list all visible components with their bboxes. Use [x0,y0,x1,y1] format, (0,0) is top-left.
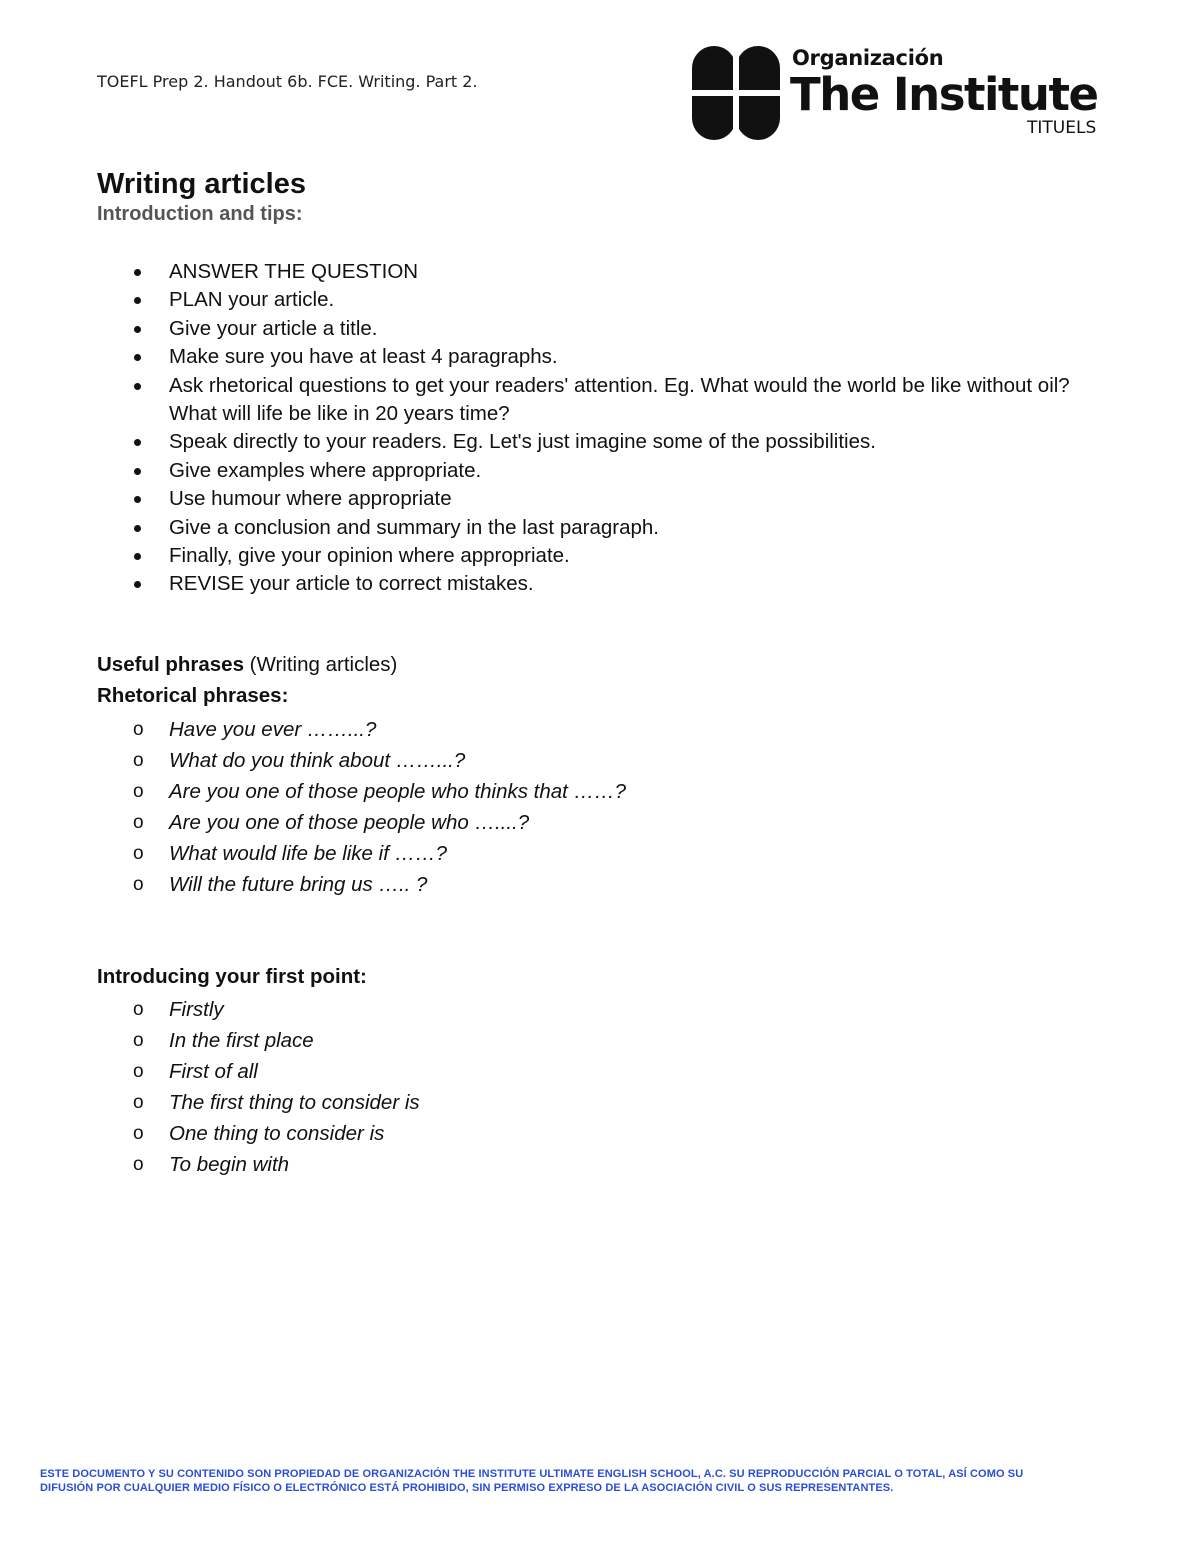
list-item: o Are you one of those people who thinks that ……? [0,776,626,807]
page-subtitle: Introduction and tips: [97,203,303,225]
list-item: Ask rhetorical questions to get your readers' attention. Eg. What would the world be like without oil? What will life be like in 20 years time? [0,372,1110,429]
list-item: Finally, give your opinion where appropriate. [0,542,1110,570]
logo-top-text: Organización [792,46,944,70]
useful-phrases-note: (Writing articles) [243,653,398,676]
list-item: PLAN your article. [0,286,1110,314]
list-item: ANSWER THE QUESTION [0,258,1110,286]
course-header: TOEFL Prep 2. Handout 6b. FCE. Writing. Part 2. [97,72,478,91]
list-item: REVISE your article to correct mistakes. [0,570,1110,598]
useful-phrases-heading [97,653,397,677]
footer-line-2: DIFUSIÓN POR CUALQUIER MEDIO FÍSICO O ELECTRÓNICO ESTÁ PROHIBIDO, SIN PERMISO EXPRESO DE LA ASOCIACIÓN CIVIL O SUS REPRESENTANTES. [40,1482,894,1494]
list-item: o What do you think about ……...? [0,745,626,776]
list-item: Give examples where appropriate. [0,457,1110,485]
list-item: Give a conclusion and summary in the last paragraph. [0,514,1110,542]
first-point-list [0,994,420,1181]
logo-main-text: The Institute [790,68,1098,121]
useful-phrases-bold: Useful phrases [97,653,244,676]
institute-logo [690,44,1100,144]
list-item: o The first thing to consider is [0,1087,420,1118]
rhetorical-heading: Rhetorical phrases: [97,684,289,707]
tips-list [0,258,1110,599]
first-point-heading: Introducing your first point: [97,965,367,988]
list-item: o Will the future bring us ….. ? [0,869,626,900]
logo-sub-text: TITUELS [1027,118,1097,138]
list-item: Speak directly to your readers. Eg. Let's just imagine some of the possibilities. [0,428,1110,456]
list-item: o In the first place [0,1025,420,1056]
list-item: o To begin with [0,1149,420,1180]
clover-logo-icon [690,44,786,144]
list-item: Make sure you have at least 4 paragraphs. [0,343,1110,371]
list-item: Use humour where appropriate [0,485,1110,513]
list-item: Give your article a title. [0,315,1110,343]
list-item: o Are you one of those people who …....? [0,807,626,838]
rhetorical-list [0,714,626,901]
list-item: o First of all [0,1056,420,1087]
list-item: o One thing to consider is [0,1118,420,1149]
list-item: o Have you ever ……...? [0,714,626,745]
page-title: Writing articles [97,168,306,200]
footer-line-1: ESTE DOCUMENTO Y SU CONTENIDO SON PROPIEDAD DE ORGANIZACIÓN THE INSTITUTE ULTIMATE ENGLISH SCHOOL, A.C. SU REPRODUCCIÓN PARCIAL O TOTAL, ASÍ COMO SU [40,1468,1024,1480]
list-item: o Firstly [0,994,420,1025]
copyright-footer [40,1467,1160,1495]
list-item: o What would life be like if ……? [0,838,626,869]
